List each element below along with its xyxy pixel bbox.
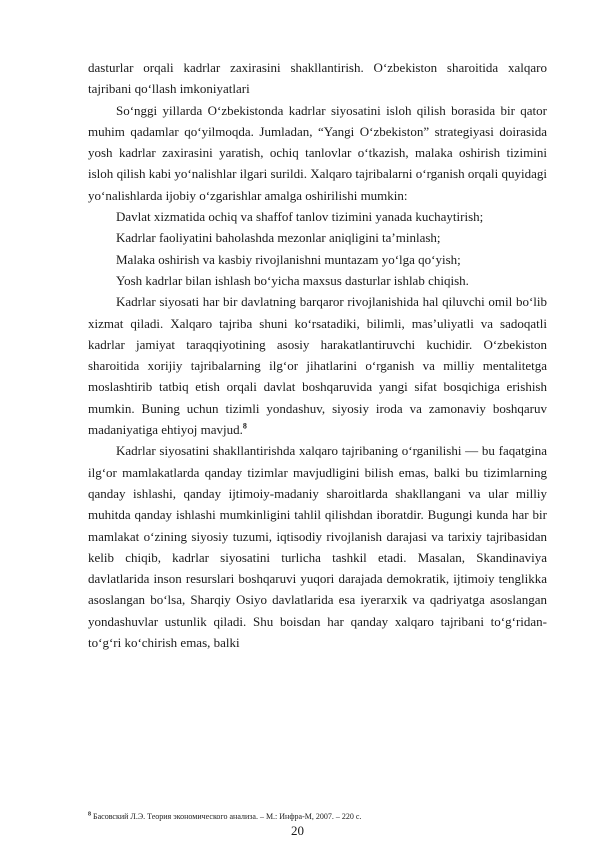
list-item-evaluation-criteria: Kadrlar faoliyatini baholashda mezonlar aniqligini ta’minlash;: [116, 230, 441, 246]
paragraph-international-experience: Kadrlar siyosatini shakllantirishda xalqaro tajribaning o‘rganilishi — bu faqatgina ilg‘or mamlakatlarda qanday tizimlar mavjudligini bilish emas, balki bu tizimlarning qanday ishlashi, qanday ijtimoiy-madaniy sharoitlarda shakllangani va ular milliy muhitda qanday ishlashi mumkinligini tahlil qilishdan iboratdir. Bugungi kunda har bir mamlakat o‘zining siyosiy tuzumi, iqtisodiy rivojlanish darajasi va tarixiy tajribasidan kelib chiqib, kadrlar siyosatini turlicha tashkil etadi. Masalan, Skandinaviya davlatlarida inson resurslari boshqaruvi yuqori darajada demokratik, ijtimoiy tenglikka asoslangan bo‘lsa, Sharqiy Osiyo davlatlarida esa iyerarxik va qadriyatga asoslangan yondashuvlar ustunlik qiladi. Shu boisdan har qanday xalqaro tajribani to‘g‘ridan-to‘g‘ri ko‘chirish emas, balki: [88, 443, 547, 651]
paragraph-reform: So‘nggi yillarda O‘zbekistonda kadrlar siyosatini isloh qilish borasida bir qator muhim qadamlar qo‘yilmoqda. Jumladan, “Yangi O‘zbekiston” strategiyasi doirasida yosh kadrlar zaxirasini yaratish, ochiq tanlovlar o‘tkazish, malaka oshirish tizimini isloh qilish kabi yo‘nalishlar ilgari surildi. Xalqaro tajribalarni o‘rganish orqali quyidagi yo‘nalishlarda ijobiy o‘zgarishlar amalga oshirilishi mumkin:: [88, 102, 547, 203]
footnote-mark: 8: [88, 811, 91, 818]
list-item-youth-programs: Yosh kadrlar bilan ishlash bo‘yicha maxsus dasturlar ishlab chiqish.: [116, 272, 469, 288]
footnote-text: Басовский Л.Э. Теория экономического анализа. – М.: Инфра-М, 2007. – 220 с.: [91, 812, 362, 821]
paragraph-personnel-policy-text: Kadrlar siyosati har bir davlatning barqaror rivojlanishida hal qiluvchi omil bo‘lib xizmat qiladi. Xalqaro tajriba shuni ko‘rsatadiki, bilimli, mas’uliyatli va sadoqatli kadrlar jamiyat taraqqiyotining asosiy harakatlantiruvchi kuchidir. O‘zbekiston sharoitida xorijiy tajribalarning ilg‘or jihatlarini o‘rganish va milliy mentalitetga moslashtirib tatbiq etish orqali davlat boshqaruvida yangi sifat bosqichiga erishish mumkin. Buning uchun tizimli yondashuv, siyosiy iroda va zamonaviy boshqaruv madaniyatiga ehtiyoj mavjud.: [88, 294, 547, 438]
list-item-open-competition: Davlat xizmatida ochiq va shaffof tanlov tizimini yanada kuchaytirish;: [116, 209, 484, 225]
list-item-professional-development: Malaka oshirish va kasbiy rivojlanishni muntazam yo‘lga qo‘yish;: [116, 251, 461, 267]
paragraph-intro-continuation: dasturlar orqali kadrlar zaxirasini shakllantirish. O‘zbekiston sharoitida xalqaro tajribani qo‘llash imkoniyatlari: [88, 60, 547, 97]
page-number: 20: [291, 823, 304, 838]
body-text: [88, 57, 547, 653]
paragraph-personnel-policy: [88, 291, 547, 440]
footnote: [88, 812, 547, 822]
footnote-reference[interactable]: 8: [242, 421, 247, 431]
